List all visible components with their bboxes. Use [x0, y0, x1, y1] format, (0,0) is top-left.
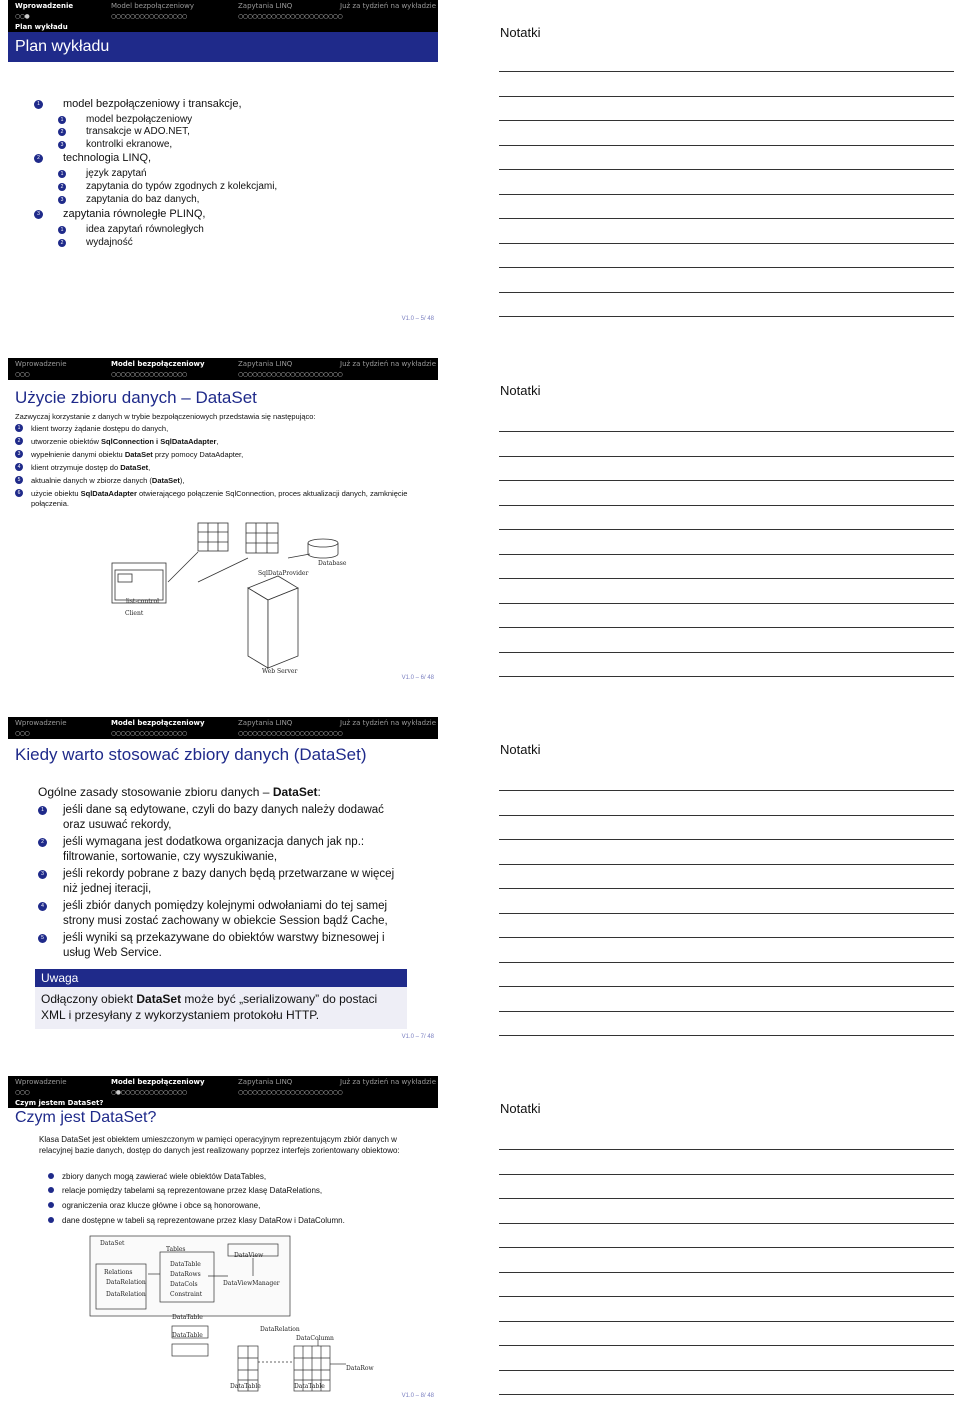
label-datatable-2: DataTable [172, 1314, 203, 1321]
warning-block [35, 969, 407, 1029]
step-bold: SqlConnection i SqlDataAdapter [101, 437, 217, 446]
step-text: użycie obiektu [31, 489, 81, 498]
rules-list [38, 803, 408, 961]
label-dataviewmanager: DataViewManager [223, 1280, 280, 1287]
block-body [35, 987, 407, 1029]
nav-section-2[interactable]: Model bezpołączeniowy [111, 2, 195, 10]
sub-item-text: zapytania do baz danych, [86, 194, 200, 205]
note-line [499, 1174, 954, 1175]
label-datatable-5: DataTable [294, 1383, 325, 1390]
list-item-text: jeśli zbiór danych pomiędzy kolejnymi odwołaniami do tej samej strony musi zostać zachowany w obiekcie Session bądź Cache, [63, 900, 388, 927]
list-item: 3 jeśli rekordy pobrane z bazy danych będą przetwarzane w więcej niż jednej iteracji, [38, 867, 408, 897]
nav-section-1[interactable]: Wprowadzenie [15, 719, 67, 727]
note-line [499, 194, 954, 195]
label-list-control: list-control [126, 598, 160, 605]
list-item-text: model bezpołączeniowy i transakcje, [63, 98, 242, 110]
note-line [499, 480, 954, 481]
nav-section-1[interactable]: Wprowadzenie [15, 360, 67, 368]
note-line [499, 676, 954, 677]
list-item: 4 klient otrzymuje dostęp do DataSet, [15, 463, 435, 476]
nav-section-4[interactable]: Już za tydzień na wykładzie [340, 2, 437, 10]
slide-intro: Zazwyczaj korzystanie z danych w trybie bezpołączeniowych przedstawia się następująco: [15, 412, 316, 421]
label-datatable-4: DataTable [230, 1383, 261, 1390]
step-bold: DataSet [120, 463, 149, 472]
slide-intro: Klasa DataSet jest obiektem umieszczonym w pamięci operacyjnym reprezentującym zbiór danych w relacyjnej bazie danych, dostęp do danych jest realizowany poprzez interfejs zorientowany obiektowo: [39, 1135, 400, 1155]
item-number: 3 [34, 210, 43, 219]
intro-text: Ogólne zasady stosowanie zbioru danych – [38, 785, 273, 799]
note-line [499, 1198, 954, 1199]
nav-section-1[interactable]: Wprowadzenie [15, 1078, 67, 1086]
label-provider: SqlDataProvider [258, 570, 309, 577]
note-line [499, 1370, 954, 1371]
sub-item-text: model bezpołączeniowy [86, 114, 193, 125]
label-datarow: DataRow [346, 1365, 374, 1372]
list-item: 5 aktualnie danych w zbiorze danych (DataSet), [15, 476, 435, 489]
list-item: 6 użycie obiektu SqlDataAdapter otwierającego połączenie SqlConnection, proces aktualizacji danych, zamknięcie połączenia. [15, 489, 435, 509]
plan-list [34, 98, 434, 250]
note-line [499, 1345, 954, 1346]
list-item [34, 152, 434, 168]
notes-heading-3: Notatki [500, 742, 541, 757]
step-text: klient otrzymuje dostęp do [31, 463, 121, 472]
label-datarows: DataRows [170, 1271, 201, 1278]
nav-section-3[interactable]: Zapytania LINQ [238, 360, 293, 368]
slide-3 [8, 717, 438, 1047]
block-text: Odłączony obiekt [41, 992, 137, 1006]
slide-footer: V1.0 – 7/ 48 [401, 1034, 434, 1040]
note-line [499, 71, 954, 72]
note-line [499, 316, 954, 317]
list-item-text: technologia LINQ, [63, 152, 152, 164]
notes-heading-4: Notatki [500, 1101, 541, 1116]
note-line [499, 292, 954, 293]
subsection-bar: Plan wykładu [8, 22, 438, 32]
note-line [499, 243, 954, 244]
list-item: 2 utworzenie obiektów SqlConnection i SqlDataAdapter, [15, 437, 435, 450]
slide-footer: V1.0 – 6/ 48 [401, 675, 434, 681]
nav-bar [8, 0, 438, 13]
label-relations: Relations [104, 1269, 133, 1276]
note-line [499, 145, 954, 146]
nav-dots: ○○○ ○○○○○○○○○○○○○○○○ ○○○○○○○○○○○○○○○○○○○○○○ [8, 730, 438, 739]
slide-1 [8, 0, 438, 330]
subsection-bar: Czym jestem DataSet? [8, 1098, 438, 1108]
note-line [499, 815, 954, 816]
note-line [499, 267, 954, 268]
dataset-model-diagram [88, 1234, 378, 1396]
note-line [499, 431, 954, 432]
slide-2 [8, 358, 438, 688]
note-line [499, 839, 954, 840]
list-item: 2 jeśli wymagana jest dodatkowa organizacja danych jak np.: filtrowanie, sortowanie, czy wyszukiwanie, [38, 835, 408, 865]
slide-title: Kiedy warto stosować zbiory danych (DataSet) [15, 745, 367, 764]
list-item [48, 1172, 428, 1186]
list-item [48, 1186, 428, 1201]
nav-section-4[interactable]: Już za tydzień na wykładzie [340, 1078, 437, 1086]
item-number: 1 [34, 100, 43, 109]
nav-section-3[interactable]: Zapytania LINQ [238, 1078, 293, 1086]
step-text: , [148, 463, 151, 472]
nav-bar [8, 358, 438, 371]
nav-section-3[interactable]: Zapytania LINQ [238, 719, 293, 727]
block-text: może być „serializowany” do postaci XML i przesyłany z wykorzystaniem protokołu HTTP. [41, 992, 378, 1022]
step-text: ), [179, 476, 185, 485]
list-item: 5 jeśli wyniki są przekazywane do obiektów warstwy biznesowej i usług Web Service. [38, 931, 408, 961]
sub-item-text: transakcje w ADO.NET, [86, 126, 190, 137]
sub-item-text: wydajność [86, 237, 133, 248]
note-line [499, 986, 954, 987]
note-line [499, 603, 954, 604]
nav-dots: ○○○ ○○○○○○○○○○○○○○○○ ○○○○○○○○○○○○○○○○○○○○○○ [8, 371, 438, 380]
note-line [499, 1394, 954, 1395]
note-line [499, 505, 954, 506]
slide-title: Użycie zbioru danych – DataSet [15, 388, 257, 407]
sub-item: 2 transakcje w ADO.NET, [34, 126, 434, 139]
list-item [34, 98, 434, 114]
nav-dots: ○○○ ○●○○○○○○○○○○○○○○ ○○○○○○○○○○○○○○○○○○○○○○ [8, 1089, 438, 1098]
step-text: wypełnienie danymi obiektu [31, 450, 125, 459]
label-web-server: Web Server [262, 668, 298, 675]
sub-item: 1 język zapytań [34, 168, 434, 181]
slide-footer: V1.0 – 5/ 48 [401, 316, 434, 322]
sub-item-text: idea zapytań równoległych [86, 224, 204, 235]
list-item: 4 jeśli zbiór danych pomiędzy kolejnymi odwołaniami do tej samej strony musi zostać zachowany w obiekcie Session bądź Cache, [38, 899, 408, 929]
list-item-text: jeśli wymagana jest dodatkowa organizacja danych jak np.: filtrowanie, sortowanie, czy wyszukiwanie, [63, 836, 365, 863]
list-item [48, 1216, 428, 1230]
slide-4 [8, 1076, 438, 1405]
slide-intro [38, 785, 321, 799]
steps-list [15, 424, 435, 509]
note-line [499, 627, 954, 628]
note-line [499, 169, 954, 170]
step-bold: DataSet [151, 476, 180, 485]
label-datacolumn: DataColumn [296, 1335, 334, 1342]
label-datatable-1: DataTable [170, 1261, 201, 1268]
note-line [499, 1272, 954, 1273]
label-datarelation-2: DataRelation [106, 1291, 146, 1298]
note-line [499, 790, 954, 791]
step-text: przy pomocy DataAdapter, [152, 450, 244, 459]
step-text: otwierającego połączenie SqlConnection, proces aktualizacji danych, zamknięcie połączenia. [31, 489, 408, 508]
note-line [499, 652, 954, 653]
slide-title: Plan wykładu [8, 32, 438, 62]
block-bold: DataSet [136, 992, 182, 1006]
list-item-text: jeśli dane są edytowane, czyli do bazy danych należy dodawać oraz usuwać rekordy, [63, 804, 384, 831]
list-item-text: jeśli rekordy pobrane z bazy danych będą przetwarzane w więcej niż jednej iteracji, [63, 868, 395, 895]
slide-title: Czym jest DataSet? [15, 1109, 157, 1126]
nav-bar [8, 1076, 438, 1089]
bullet-text: relacje pomiędzy tabelami są reprezentowane przez klasę DataRelations, [62, 1186, 323, 1195]
sub-item: 3 zapytania do baz danych, [34, 194, 434, 208]
note-line [499, 864, 954, 865]
label-client: Client [125, 610, 144, 617]
step-text: aktualnie danych w zbiorze danych ( [31, 476, 152, 485]
label-datacols: DataCols [170, 1281, 198, 1288]
label-datarelation-1: DataRelation [106, 1279, 146, 1286]
note-line [499, 96, 954, 97]
note-line [499, 529, 954, 530]
step-text: klient tworzy żądanie dostępu do danych, [31, 424, 169, 433]
label-database: Database [318, 560, 347, 567]
label-tables: Tables [166, 1246, 186, 1253]
note-line [499, 456, 954, 457]
note-line [499, 1296, 954, 1297]
note-line [499, 1321, 954, 1322]
bullet-list [48, 1172, 428, 1230]
sub-item: 1 idea zapytań równoległych [34, 224, 434, 237]
note-line [499, 1149, 954, 1150]
notes-heading-2: Notatki [500, 383, 541, 398]
step-text: , [216, 437, 219, 446]
bullet-text: ograniczenia oraz klucze główne i obce są honorowane, [62, 1201, 261, 1210]
sub-item-text: kontrolki ekranowe, [86, 139, 173, 150]
note-line [499, 578, 954, 579]
list-item: 3 wypełnienie danymi obiektu DataSet przy pomocy DataAdapter, [15, 450, 435, 463]
note-line [499, 554, 954, 555]
list-item [48, 1201, 428, 1216]
note-line [499, 962, 954, 963]
step-bold: SqlDataAdapter [80, 489, 137, 498]
list-item-text: jeśli wyniki są przekazywane do obiektów warstwy biznesowej i usług Web Service. [63, 932, 385, 959]
note-line [499, 1223, 954, 1224]
list-item: 1 klient tworzy żądanie dostępu do danych, [15, 424, 435, 437]
bullet-text: dane dostępne w tabeli są reprezentowane przez klasy DataRow i DataColumn. [62, 1216, 345, 1225]
intro-bold: DataSet [272, 785, 318, 799]
step-text: utworzenie obiektów [31, 437, 102, 446]
slide-footer: V1.0 – 8/ 48 [401, 1393, 434, 1399]
nav-dots: ○○● ○○○○○○○○○○○○○○○○ ○○○○○○○○○○○○○○○○○○○○○○ [8, 13, 438, 22]
nav-section-2[interactable]: Model bezpołączeniowy [111, 1078, 205, 1086]
note-line [499, 913, 954, 914]
item-number: 2 [34, 154, 43, 163]
label-datarelation-3: DataRelation [260, 1326, 300, 1333]
nav-section-2[interactable]: Model bezpołączeniowy [111, 719, 205, 727]
label-datatable-3: DataTable [172, 1332, 203, 1339]
note-line [499, 1035, 954, 1036]
bullet-text: zbiory danych mogą zawierać wiele obiektów DataTables, [62, 1172, 267, 1181]
sub-item: 1 model bezpołączeniowy [34, 114, 434, 126]
nav-section-3[interactable]: Zapytania LINQ [238, 2, 293, 10]
nav-section-4[interactable]: Już za tydzień na wykładzie [340, 719, 437, 727]
nav-section-1[interactable]: Wprowadzenie [15, 2, 74, 10]
note-line [499, 120, 954, 121]
sub-item: 2 zapytania do typów zgodnych z kolekcjami, [34, 181, 434, 194]
notes-heading-1: Notatki [500, 25, 541, 40]
label-dataview: DataView [234, 1252, 264, 1259]
note-line [499, 1247, 954, 1248]
sub-item-text: język zapytań [86, 168, 147, 179]
note-line [499, 937, 954, 938]
note-line [499, 1011, 954, 1012]
note-line [499, 888, 954, 889]
block-title: Uwaga [35, 969, 407, 987]
nav-section-2[interactable]: Model bezpołączeniowy [111, 360, 205, 368]
label-constraint: Constraint [170, 1291, 203, 1298]
label-dataset: DataSet [100, 1240, 125, 1247]
list-item: 1 jeśli dane są edytowane, czyli do bazy danych należy dodawać oraz usuwać rekordy, [38, 803, 408, 833]
sub-item: 3 kontrolki ekranowe, [34, 139, 434, 152]
list-item-text: zapytania równoległe PLINQ, [63, 208, 206, 220]
nav-section-4[interactable]: Już za tydzień na wykładzie [340, 360, 437, 368]
list-item [34, 208, 434, 224]
sub-item-text: zapytania do typów zgodnych z kolekcjami, [86, 181, 278, 192]
sub-item: 2 wydajność [34, 237, 434, 250]
note-line [499, 218, 954, 219]
nav-bar [8, 717, 438, 730]
intro-text: : [317, 785, 321, 799]
step-bold: DataSet [124, 450, 153, 459]
